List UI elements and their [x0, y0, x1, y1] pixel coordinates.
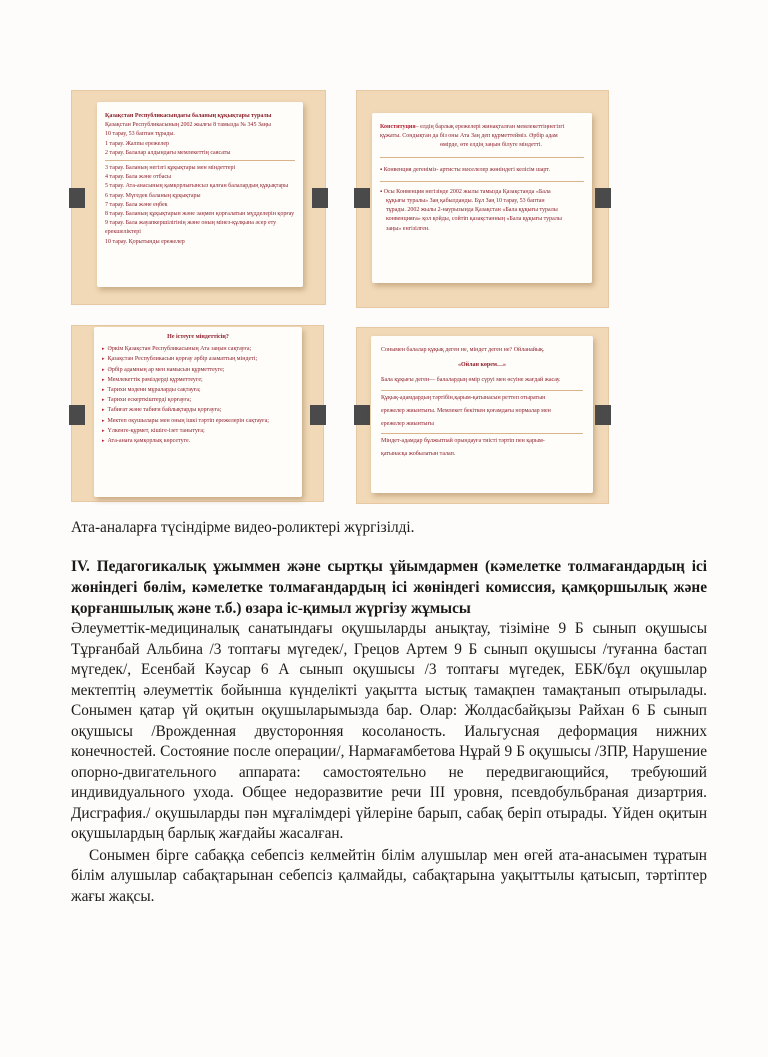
slide-line: заңы» енгізілген. — [386, 225, 430, 232]
slide-line: тұрады. 2002 жылы 2-наурызында Қазақстан «Бала құқығы туралы — [386, 207, 558, 214]
list-item: ▸ Мектеп оқушылары мен оның ішкі тәртіп ережелерін сақтауға; — [102, 417, 294, 426]
slide-tab-right — [310, 405, 326, 425]
list-item: ▸ Қазақстан Республикасын қорғау әрбір азаматтың міндеті; — [102, 355, 294, 364]
slide-line: Бала құқығы деген— балалардың өмір сүруі мен өсуіне жағдай жасау. — [381, 377, 561, 384]
slide-subtitle: «Ойлан көрем…» — [458, 362, 506, 369]
slide-list — [102, 345, 294, 446]
slide-line: – елдің барлық ережелері жинақталған мемлекеттіңнегізгі — [415, 124, 565, 130]
slide-rights-and-duties — [356, 327, 609, 504]
list-item: ▸ Мемлекеттік рәміздерді құрметтеуге; — [102, 376, 294, 385]
slide-line: 5 тарау. Ата-анасының қамқорлығынсыз қалған балалардың құқықтары — [105, 183, 289, 190]
video-caption: Ата-аналарға түсіндірме видео-роликтері жүргізілді. — [71, 519, 415, 536]
slide-line: өмірде, өте елдің заңын білуге міндетті. — [440, 142, 543, 149]
slide-tab-left — [354, 188, 370, 208]
slide-line: 10 тарау. Қорытынды ережелер — [105, 238, 185, 245]
slide-line: 1 тарау. Жалпы ережелер — [105, 140, 170, 147]
slide-line: 8 тарау. Баланың құқықтарын және заңмен қорғалатын мүдделерін қорғау — [105, 211, 295, 218]
slide-line: 6 тарау. Мүгедек баланың құқықтары — [105, 192, 201, 199]
slide-line: 10 тарау, 53 баптан тұрады. — [105, 131, 175, 138]
slide-line: ▪ Осы Конвенция негізінде 2002 жылы тамызда Қазақстанда «Бала — [380, 188, 551, 195]
list-item: ▸ Әрбір адамның ар мен намысын құрметтеуге; — [102, 366, 294, 375]
slide-tab-left — [69, 405, 85, 425]
slide-line: Міндет-адамдар бұлжытпай орындауға тиісті тәртіп пен қарым- — [381, 438, 545, 445]
list-item: ▸ Ата-анаға қамқорлық көрсетуге. — [102, 437, 294, 446]
slide-child-rights-law — [71, 90, 326, 305]
slide-constitution — [356, 90, 609, 308]
slide-line: құқығы туралы» Заң қабылданды. Бұл Заң 10 тарау, 53 баптан — [386, 198, 545, 205]
slide-line: 3 тарау. Баланың негізгі құқықтары мен міндеттері — [105, 165, 236, 172]
slide-content — [97, 102, 303, 287]
slide-tab-left — [354, 405, 370, 425]
list-item: ▸ Үлкенге-құрмет, кішіге-ізет танытуға; — [102, 427, 294, 436]
slide-line: ережелер жиынтығы — [381, 421, 434, 428]
list-item: ▸ Табиғат және табиғи байлықтарды қорғауға; — [102, 406, 294, 415]
slide-line: ережелер жиынтығы. Мемлекет бекіткен қоғамдағы нормалар мен — [381, 407, 551, 414]
paragraph: Сонымен бірге сабаққа себепсіз келмейтін білім алушылар мен өгей ата-анасымен тұратын білім алушылар сабақтарынан себепсіз қалмайды, сабақтарына уақыттылы қатысып, тәртіптер жағы жақсы. — [71, 846, 707, 905]
slide-line: Қазақстан Республикасының 2002 жылғы 8 тамызда № 345 Заңы — [105, 122, 271, 129]
slide-lead: Конституция — [380, 124, 416, 130]
slide-line: 4 тарау. Бала және отбасы — [105, 174, 172, 181]
section-heading: IV. Педагогикалық ұжыммен және сыртқы ұйымдармен (кәмелетке толмағандардың ісі жөніндегі бөлім, кәмелетке толмағандардың ісі жөніндегі комиссия, қамқоршылық және қорғаншылық және т.б.) өзара іс-қимыл жүргізу жұмысы — [71, 558, 707, 617]
slide-line: конвенцияға» қол қойды, сойтіп қазақстанның «Бала құқығы туралы — [386, 216, 562, 223]
slide-title: Не істеуге міндеттісің? — [167, 334, 229, 340]
slide-tab-left — [69, 188, 85, 208]
paragraph: Әлеуметтік-медициналық санатындағы оқушыларды анықтау, тізіміне 9 Б сынып оқушысы Тұрғанбай Альбина /3 топтағы мүгедек/, Грецов Артем 9 Б сынып оқушысы /туғанна бастап мүгедек/, Есенбай Кәусар 6 А сынып оқушысы /3 топтағы мүгедек, ЕБК/бұл оқушылар мектептің әлеуметтік бойынша күнделікті уақытта ыстық тамақпен тамақтанып отырылады. Сонымен қатар үй оқитын оқушыларымызда бар. Олар: Жолдасбайқызы Райхан 6 Б сынып оқушысы /Врожденная двусторонняя косоланость. Иальгусная деформация нижних конечностей. Состояние после операции/, Нармағамбетова Нұрай 9 Б оқушысы /ЗПР, Нарушение опорно-двигательного аппарата: самостоятельно не передвигающийся, требуюший индивидуального ухода. Общее недоразвитие речи III уровня, псевдобульбраная дизартрия. Дисграфия./ оқушыларды пән мұғалімдері үйлеріне барып, сабақ беріп отырады. Үйден оқитын оқушылардың барлық жағдайы жасалған. — [71, 620, 707, 842]
body-text — [71, 619, 707, 907]
slide-content — [94, 327, 302, 497]
slide-line: 2 тарау. Балалар алдындағы мемлекеттің саясаты — [105, 149, 231, 156]
list-item: ▸ Тарихи ескерткіштерді қорғауға; — [102, 396, 294, 405]
slide-line: 9 тарау. Бала жауапкершілігінің және оның мінез-құлқына әсер ету — [105, 220, 277, 227]
slide-intro: Сонымен балалар құқық деген не, міндет деген не? Ойланайық. — [381, 347, 545, 353]
slide-line: ерекшеліктері — [105, 229, 141, 236]
slide-line: қатынасқа жобылатын талап. — [381, 451, 456, 458]
list-item: ▸ Тарихи мәдени мұраларды сақтауға; — [102, 386, 294, 395]
slide-tab-right — [595, 405, 611, 425]
slide-line: 7 тарау. Бала және еңбек — [105, 201, 168, 208]
list-item: ▸ Әркім Қазақстан Республикасының Ата заңын сақтауға; — [102, 345, 294, 354]
slide-title: Қазақстан Республикасындағы баланың құқықтары туралы — [105, 113, 272, 119]
slide-line: құжаты. Сондықтан да біз оны Ата Заң деп құрметтейміз. Әрбір адам — [380, 133, 558, 140]
slide-lines — [105, 121, 295, 247]
slide-tab-right — [595, 188, 611, 208]
slide-line: ▪ Конвенция дегеніміз- артисты мәселелер жөніндегі келісім шарт. — [380, 166, 550, 173]
slide-duties — [71, 325, 324, 502]
slide-content — [372, 113, 592, 283]
slide-content — [371, 336, 593, 493]
slide-tab-right — [312, 188, 328, 208]
slide-line: Құқық-адамдардың тәртібін,қарым-қатынасын реттеп отыратын — [381, 394, 546, 401]
